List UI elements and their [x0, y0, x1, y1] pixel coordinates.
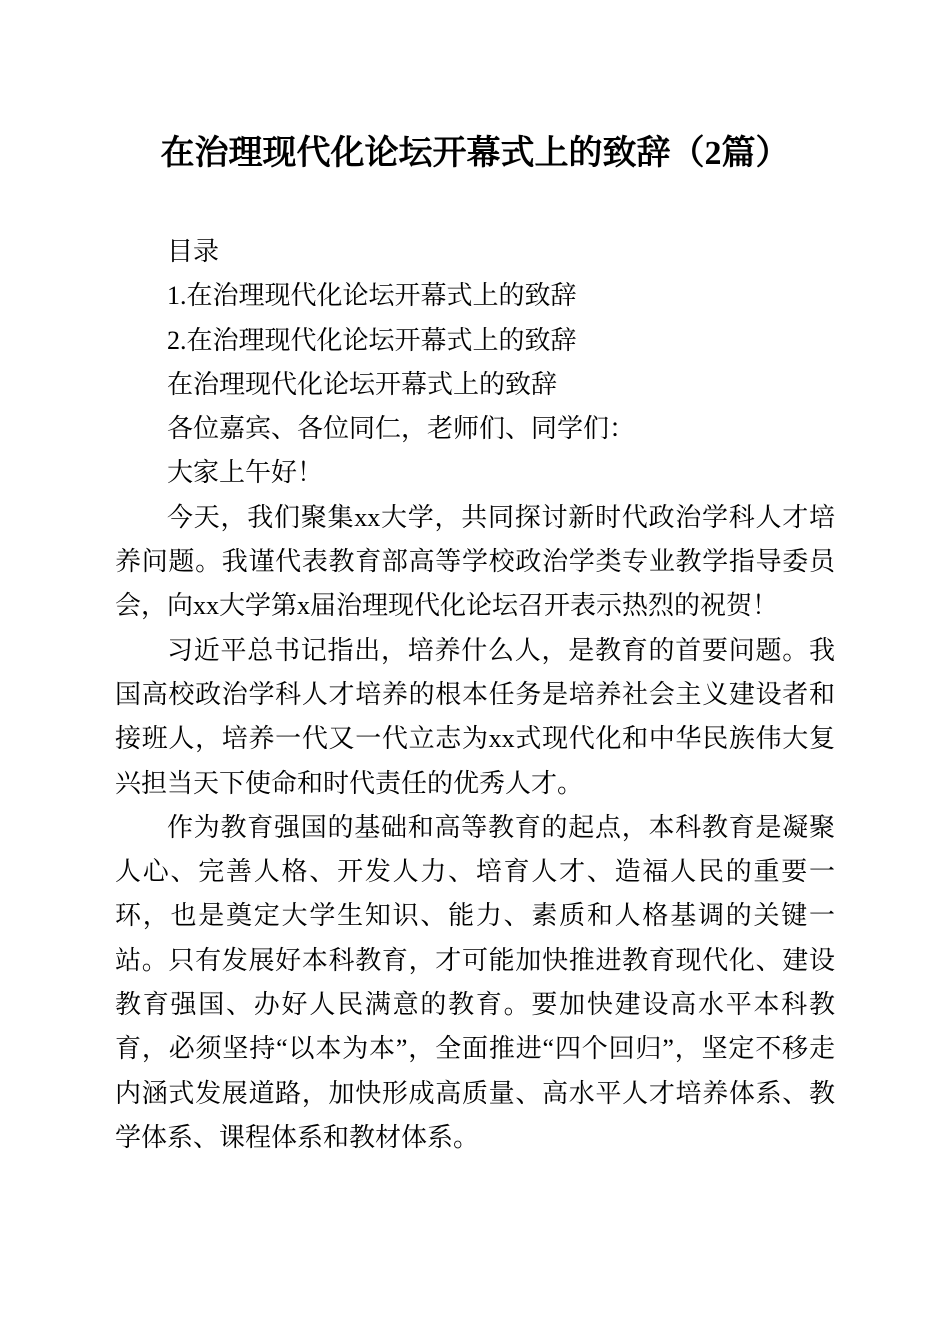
body-paragraph: 今天，我们聚集xx大学，共同探讨新时代政治学科人才培养问题。我谨代表教育部高等学校政治学类专业教学指导委员会，向xx大学第x届治理现代化论坛召开表示热烈的祝贺！	[115, 502, 835, 621]
toc-header: 目录	[167, 237, 220, 266]
document-body	[115, 230, 835, 1160]
document-title: 在治理现代化论坛开幕式上的致辞（2篇）	[160, 135, 790, 172]
section-heading: 在治理现代化论坛开幕式上的致辞	[167, 369, 558, 399]
body-paragraph: 习近平总书记指出，培养什么人，是教育的首要问题。我国高校政治学科人才培养的根本任务是培养社会主义建设者和接班人，培养一代又一代立志为xx式现代化和中华民族伟大复兴担当天下使命和时代责任的优秀人才。	[115, 635, 835, 798]
toc-item-1: 1.在治理现代化论坛开幕式上的致辞	[167, 281, 577, 311]
salutation-paragraph: 各位嘉宾、各位同仁，老师们、同学们：	[167, 414, 636, 444]
toc-item-2: 2.在治理现代化论坛开幕式上的致辞	[167, 325, 577, 355]
body-paragraph: 作为教育强国的基础和高等教育的起点，本科教育是凝聚人心、完善人格、开发人力、培育人才、造福人民的重要一环，也是奠定大学生知识、能力、素质和人格基调的关键一站。只有发展好本科教育，才可能加快推进教育现代化、建设教育强国、办好人民满意的教育。要加快建设高水平本科教育，必须坚持“以本为本”，全面推进“四个回归”，坚定不移走内涵式发展道路，加快形成高质量、高水平人才培养体系、教学体系、课程体系和教材体系。	[115, 812, 835, 1152]
greeting-paragraph: 大家上午好！	[167, 458, 324, 488]
